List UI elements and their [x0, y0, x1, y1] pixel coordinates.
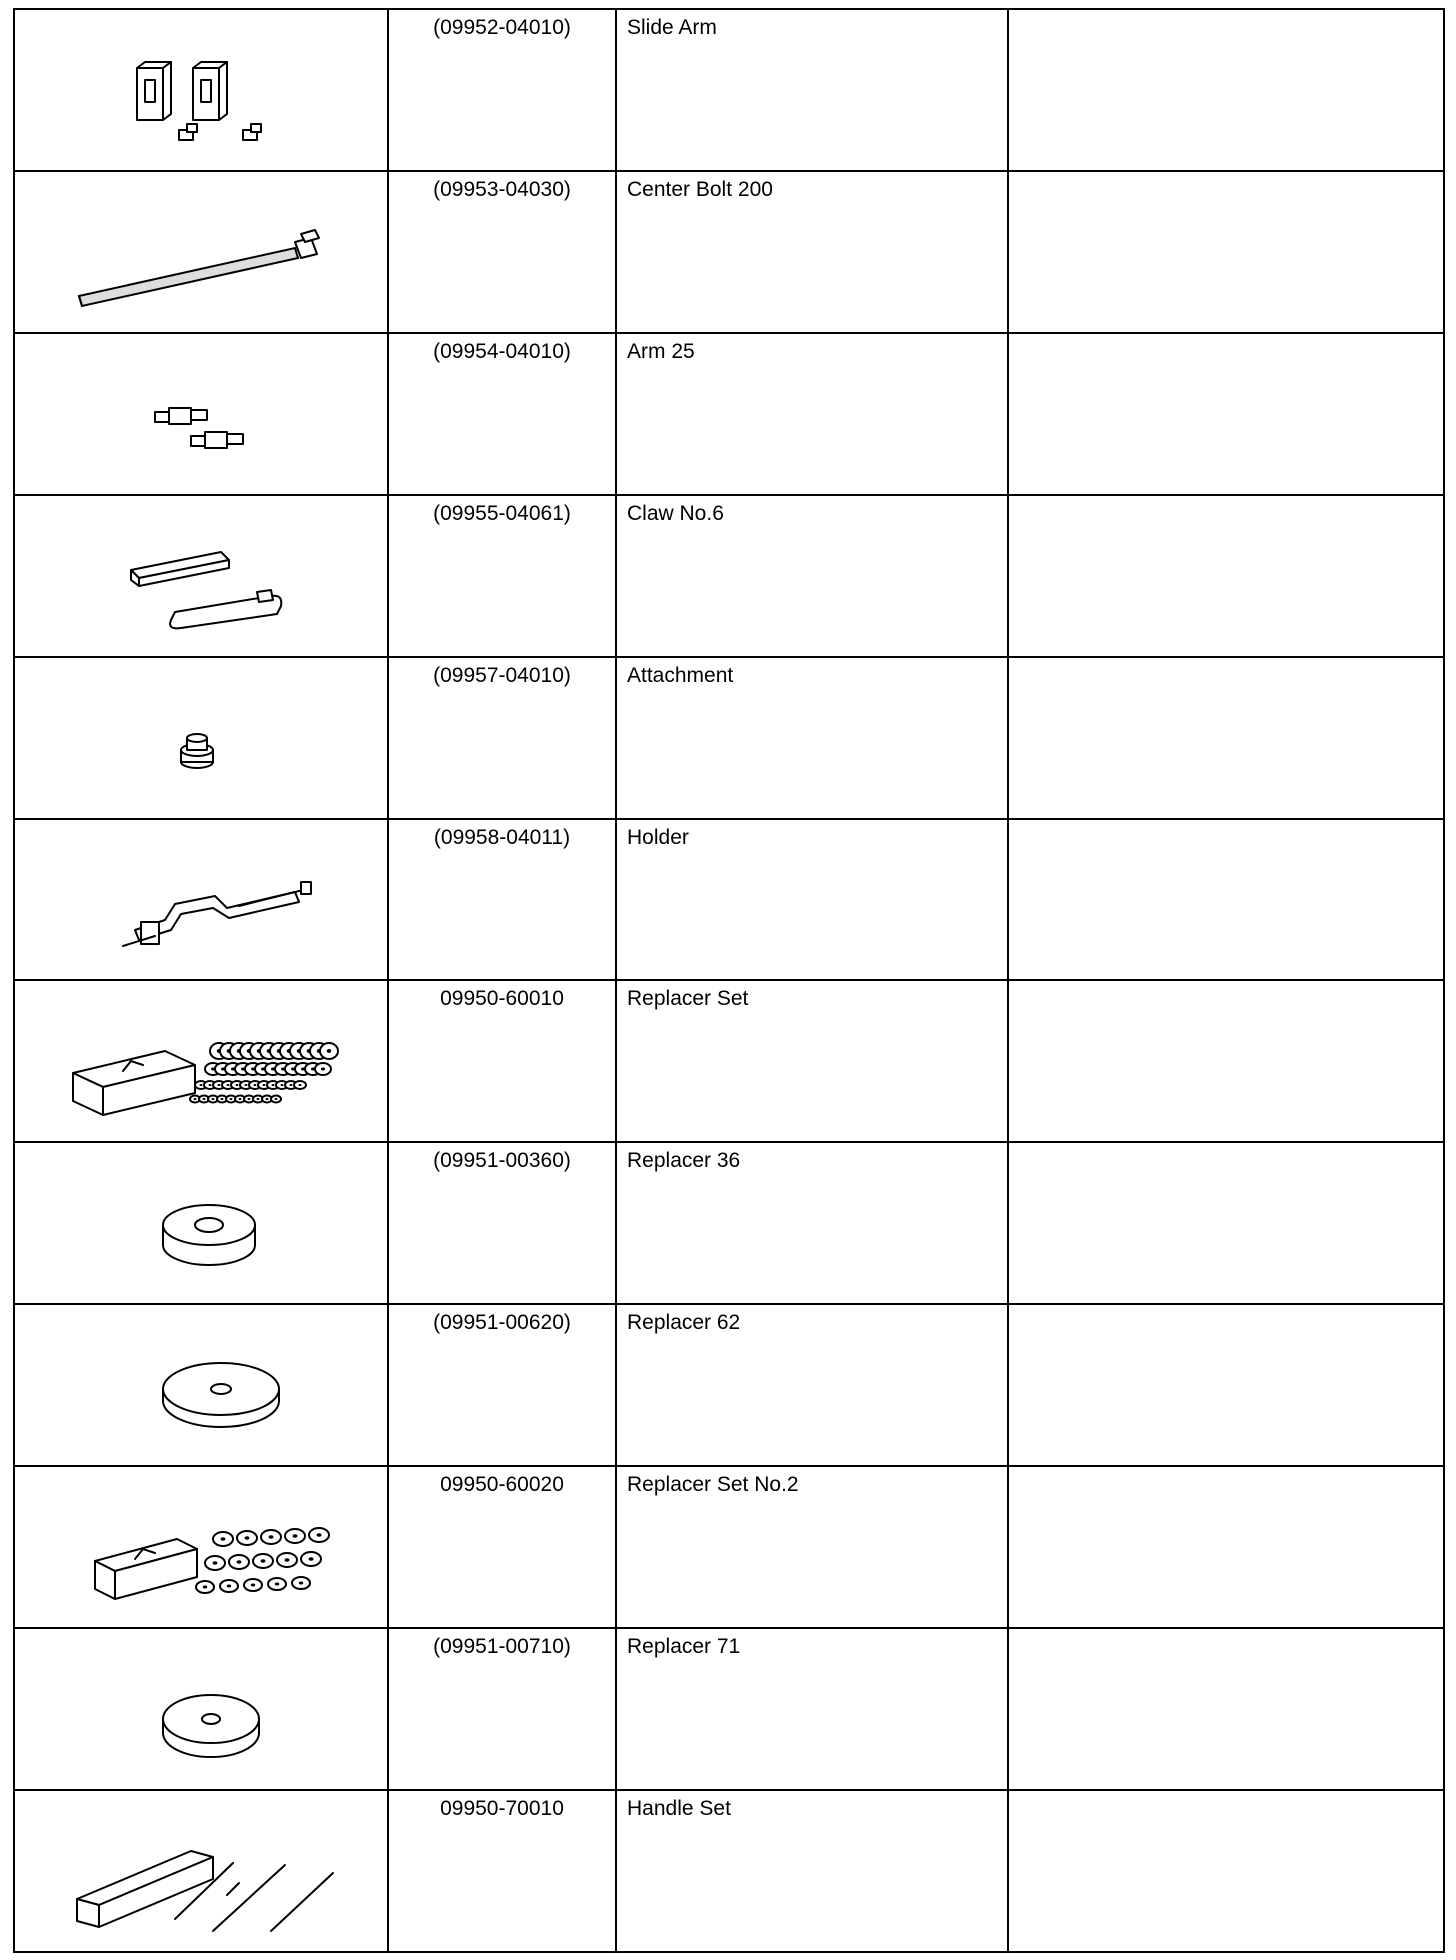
part-number: (09958-04011) [433, 825, 571, 849]
notes-cell [1008, 333, 1444, 495]
part-name: Arm 25 [627, 339, 695, 363]
part-name: Replacer 36 [627, 1149, 741, 1173]
part-number: (09951-00360) [433, 1149, 571, 1173]
table-row [14, 819, 1444, 981]
illustration-cell [14, 171, 388, 333]
illustration-cell [14, 819, 388, 981]
illustration-cell [14, 9, 388, 171]
table-row [14, 1142, 1444, 1304]
replacer-set-2-icon [15, 1467, 387, 1625]
part-number: 09950-60010 [440, 987, 564, 1011]
table-row [14, 980, 1444, 1142]
notes-cell [1008, 171, 1444, 333]
part-name: Slide Arm [627, 16, 717, 39]
arm-icon [15, 334, 387, 492]
notes-cell [1008, 1790, 1444, 1952]
part-number: 09950-70010 [440, 1796, 564, 1820]
illustration-cell [14, 1304, 388, 1466]
table-row [14, 333, 1444, 495]
illustration-cell [14, 657, 388, 819]
replacer-disc-small-icon [15, 1143, 387, 1301]
part-name: Replacer 71 [627, 1635, 741, 1659]
slide-arm-icon [15, 10, 387, 168]
part-number: (09953-04030) [433, 177, 571, 201]
notes-cell [1008, 1628, 1444, 1790]
part-number: (09951-00710) [433, 1635, 571, 1659]
table-row [14, 171, 1444, 333]
table-row [14, 495, 1444, 657]
part-name: Holder [627, 825, 689, 849]
table-row [14, 1466, 1444, 1628]
replacer-set-icon [15, 981, 387, 1139]
notes-cell [1008, 1142, 1444, 1304]
part-number: 09950-60020 [440, 1473, 564, 1497]
illustration-cell [14, 333, 388, 495]
table-row [14, 1304, 1444, 1466]
part-name: Replacer Set [627, 987, 749, 1011]
special-tools-table [13, 8, 1445, 1953]
part-number: (09955-04061) [433, 501, 571, 525]
table-row [14, 657, 1444, 819]
notes-cell [1008, 980, 1444, 1142]
illustration-cell [14, 1466, 388, 1628]
illustration-cell [14, 980, 388, 1142]
notes-cell [1008, 9, 1444, 171]
part-number: (09957-04010) [433, 663, 571, 687]
center-bolt-icon [15, 172, 387, 330]
part-name: Replacer Set No.2 [627, 1473, 799, 1497]
table-row [14, 1790, 1444, 1952]
illustration-cell [14, 1790, 388, 1952]
part-name: Replacer 62 [627, 1311, 741, 1335]
part-name: Handle Set [627, 1796, 731, 1820]
illustration-cell [14, 1628, 388, 1790]
notes-cell [1008, 495, 1444, 657]
part-number: (09954-04010) [433, 339, 571, 363]
notes-cell [1008, 819, 1444, 981]
part-number: (09951-00620) [433, 1311, 571, 1335]
replacer-disc-icon [15, 1629, 387, 1787]
handle-set-icon [15, 1791, 387, 1949]
illustration-cell [14, 495, 388, 657]
holder-icon [15, 820, 387, 978]
part-name: Attachment [627, 663, 734, 687]
part-name: Center Bolt 200 [627, 177, 773, 201]
replacer-disc-large-icon [15, 1305, 387, 1463]
notes-cell [1008, 1466, 1444, 1628]
notes-cell [1008, 657, 1444, 819]
notes-cell [1008, 1304, 1444, 1466]
claw-icon [15, 496, 387, 654]
attachment-icon [15, 658, 387, 816]
part-number: (09952-04010) [433, 16, 571, 39]
table-row [14, 9, 1444, 171]
table-row [14, 1628, 1444, 1790]
part-name: Claw No.6 [627, 501, 724, 525]
illustration-cell [14, 1142, 388, 1304]
